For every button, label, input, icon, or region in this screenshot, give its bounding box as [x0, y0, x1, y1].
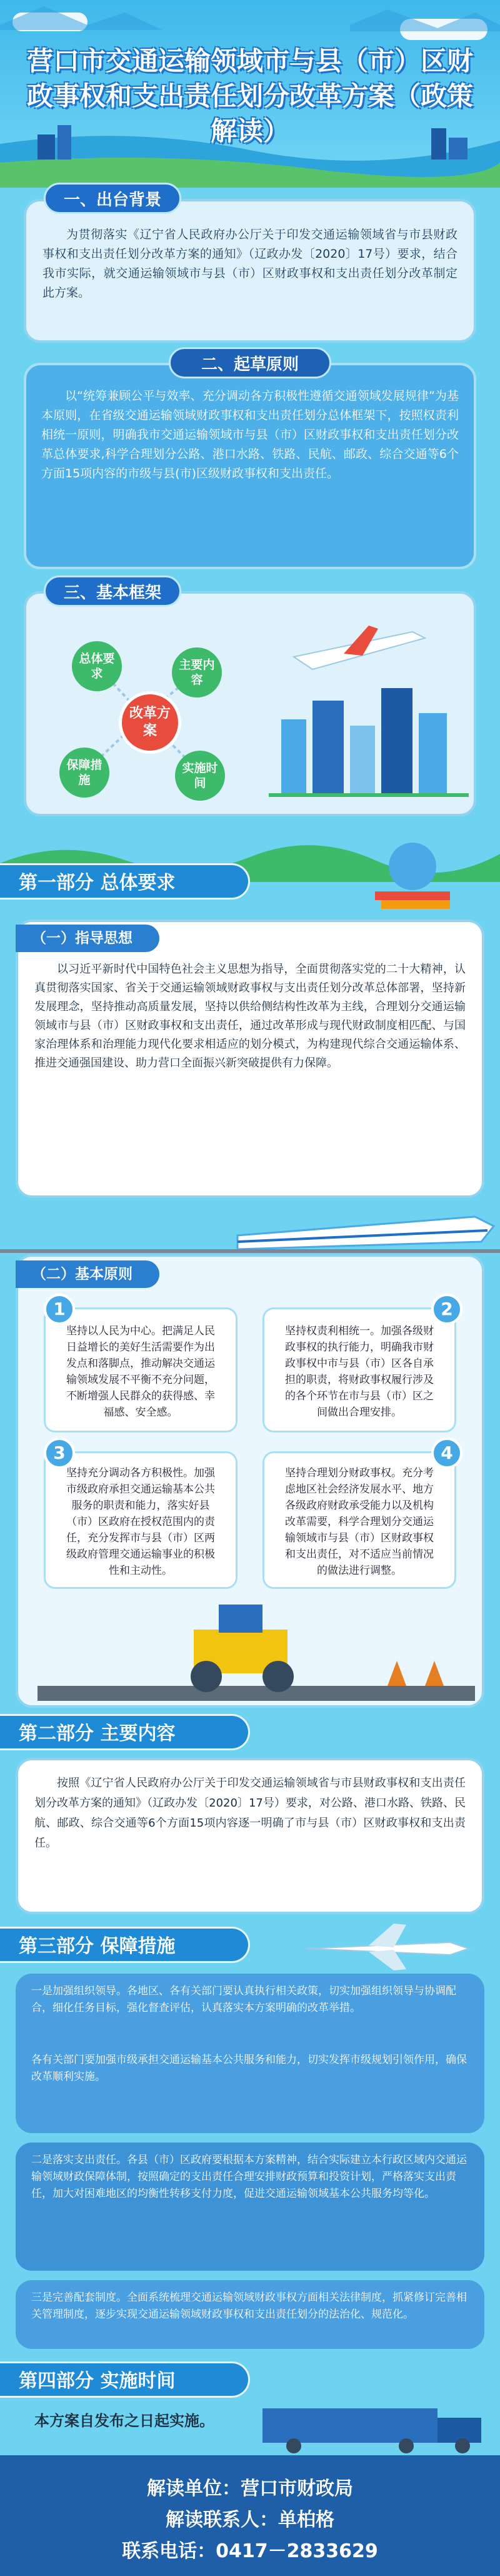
principle-number-1: 1	[44, 1294, 75, 1325]
road-roller-illustration	[38, 1598, 475, 1705]
guide-text: 以习近平新时代中国特色社会主义思想为指导，全面贯彻落实党的二十大精神，认真贯彻落实国家、省关于交通运输领域财政事权与支出责任划分改革总体部署，坚持新发展理念，坚持推动高质量发展，坚持以供给侧结构性改革为主线，合理划分交通运输领域市与县（市）区财政事权和支出责任，通过改革形成与现代财政制度相匹配、与国家治理体系和治理能力现代化要求相适应的划分模式，为构建现代综合交通运输体系、推进交通强国建设、助力营口全面振兴新突破提供有力保障。	[34, 963, 466, 1070]
principle-text-1: 坚持以人民为中心。把满足人民日益增长的美好生活需要作为出发点和落脚点，推动解决交通运输领域发展不平衡不充分问题，不断增强人民群众的获得感、幸福感、安全感。	[66, 1325, 215, 1419]
measure-text-2: 二是落实支出责任。各县（市）区政府要根据本方案精神，结合实际建立本行政区域内交通运输领域财政保障体制，按照确定的支出责任合理安排财政预算和投资计划，严格落实支出责任，加大对困难地区的均衡性转移支付力度，促进交通运输领域基本公共服务均等化。	[31, 2154, 467, 2200]
footer-contact: 解读联系人：单柏格	[166, 2509, 334, 2531]
part3-banner: 第三部分 保障措施	[0, 1927, 250, 1963]
principle-text-4: 坚持合理划分财政事权。充分考虑地区社会经济发展水平、地方各级政府财政承受能力以及机构改革需要，科学合理划分交通运输领域市与县（市）区财政事权和支出责任，对不适应当前情况的做法进行调整。	[285, 1467, 434, 1577]
measure-text-3: 三是完善配套制度。全面系统梳理交通运输领域财政事权方面相关法律制度，抓紧修订完善相关管理制度，逐步实现交通运输领域财政事权和支出责任划分的法治化、规范化。	[31, 2291, 467, 2321]
principle-text-3: 坚持充分调动各方积极性。加强市级政府承担交通运输基本公共服务的职责和能力，落实好县（市）区政府在授权范围内的责任，充分发挥市与县（市）区两级政府管理交通运输事业的积极性和主动性。	[66, 1467, 215, 1577]
principles-title: （二）基本原则	[16, 1260, 159, 1288]
measure-text-1: 一是加强组织领导。各地区、各有关部门要认真执行相关政策，切实加强组织领导与协调配合，细化任务目标，强化督查评估，认真落实本方案明确的改革举措。	[31, 1985, 456, 2014]
principle-number-2: 2	[431, 1294, 462, 1325]
framework-petal-measures: 保障措施	[59, 748, 109, 798]
part1-banner: 第一部分 总体要求	[0, 863, 250, 900]
part2-banner: 第二部分 主要内容	[0, 1714, 250, 1750]
footer-phone: 联系电话：0417－2833629	[122, 2540, 378, 2562]
principle-text-2: 坚持权责利相统一。加强各级财政事权的执行能力，明确我市财政事权中市与县（市）区各自承担的职责，将财政事权履行涉及的各个环节在市与县（市）区之间做出合理安排。	[285, 1325, 434, 1419]
content-text: 按照《辽宁省人民政府办公厅关于印发交通运输领域省与市县财政事权和支出责任划分改革方案的通知》（辽政办发〔2020〕17号）要求，对公路、港口水路、铁路、民航、邮政、综合交通等6个方面15项内容逐一明确了市与县（市）区财政事权和支出责任。	[34, 1777, 466, 1850]
part4-banner: 第四部分 实施时间	[0, 2361, 250, 2398]
principle-number-3: 3	[44, 1438, 75, 1469]
truck-illustration	[250, 2396, 500, 2455]
footer	[0, 2455, 500, 2576]
section-title-drafting: 二、起草原则	[169, 347, 331, 378]
footer-unit: 解读单位：营口市财政局	[147, 2478, 353, 2500]
drafting-text: 以“统筹兼顾公平与效率、充分调动各方积极性遵循交通领域发展规律”为基本原则，在省级交通运输领域财政事权和支出责任划分总体框架下，按照权责利相统一原则，明确我市交通运输领域市与县（市）区财政事权和支出责任划分改革总体要求,科学合理划分公路、港口水路、铁路、民航、邮政、综合交通等6个方面15项内容的市级与县(市)区级财政事权和支出责任。	[41, 389, 459, 480]
section-title-background: 一、出台背景	[44, 183, 181, 214]
framework-petal-content: 主要内容	[172, 647, 222, 697]
page-title: 营口市交通运输领域市与县（市）区财政事权和支出责任划分改革方案（政策解读）	[26, 46, 473, 146]
framework-petal-timing: 实施时间	[175, 751, 225, 801]
implementation-text: 本方案自发布之日起实施。	[34, 2412, 214, 2430]
framework-center: 改革方案	[119, 691, 181, 754]
airplane-icon	[294, 1917, 481, 1974]
header-banner	[0, 0, 500, 188]
books-globe-icon	[350, 838, 475, 913]
principle-number-4: 4	[431, 1438, 462, 1469]
guide-title: （一）指导思想	[16, 925, 159, 952]
framework-petal-requirements: 总体要求	[72, 641, 122, 691]
background-text: 为贯彻落实《辽宁省人民政府办公厅关于印发交通运输领域省与市县财政事权和支出责任划分改革方案的通知》（辽政办发〔2020〕17号）要求，结合我市实际，就交通运输领域市与县（市）区财政事权和支出责任划分改革制定此方案。	[42, 228, 458, 300]
measure-text-1b: 各有关部门要加强市级承担交通运输基本公共服务和能力，切实发挥市级规划引领作用，确保改革顺利实施。	[31, 2054, 467, 2083]
section-title-framework: 三、基本框架	[44, 576, 181, 607]
city-plane-illustration	[269, 619, 469, 807]
train-illustration	[0, 1192, 500, 1254]
